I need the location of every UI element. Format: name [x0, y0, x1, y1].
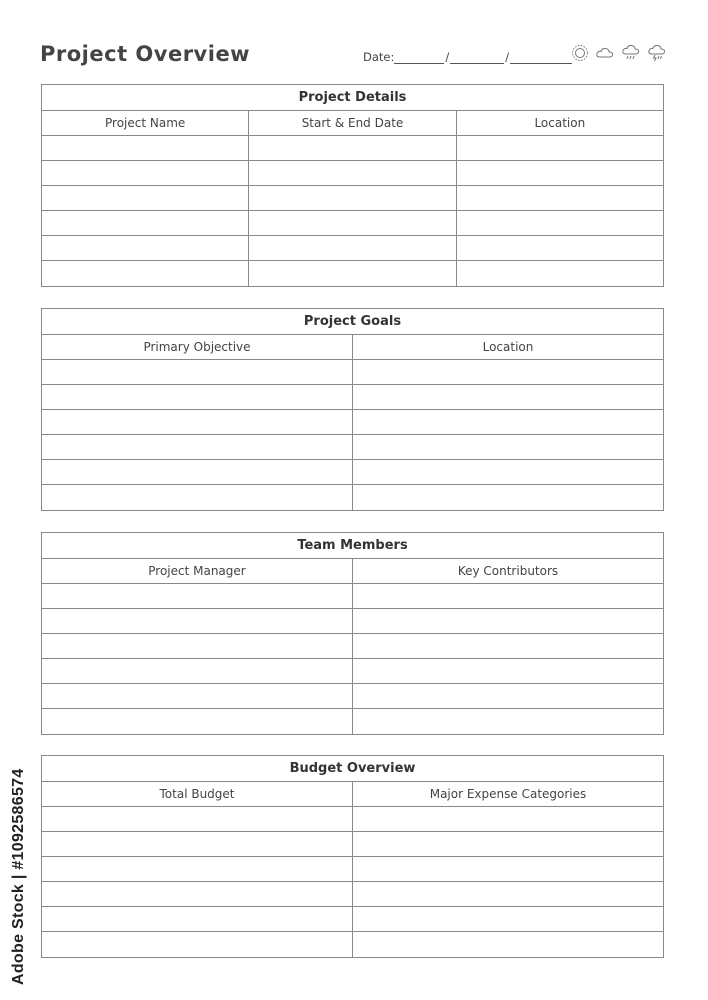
table-header-row [42, 782, 663, 807]
table-row [42, 161, 663, 186]
table-cell[interactable] [353, 435, 663, 459]
column-header: Start & End Date [249, 111, 456, 135]
table-cell[interactable] [353, 857, 663, 881]
table-cell[interactable] [249, 261, 456, 286]
table-cell[interactable] [42, 932, 353, 957]
table-cell[interactable] [42, 136, 249, 160]
table-header-row [42, 111, 663, 136]
table-cell[interactable] [457, 261, 663, 286]
table-header-row [42, 559, 663, 584]
table-cell[interactable] [42, 435, 353, 459]
table-cell[interactable] [353, 932, 663, 957]
section-title: Project Goals [42, 309, 663, 335]
table-cell[interactable] [42, 807, 353, 831]
date-month-blank[interactable] [450, 51, 504, 64]
table-row [42, 236, 663, 261]
date-separator: / [445, 50, 450, 64]
sun-icon[interactable] [571, 44, 589, 62]
table-cell[interactable] [42, 832, 353, 856]
table-cell[interactable] [42, 186, 249, 210]
table-cell[interactable] [353, 410, 663, 434]
section-title: Project Details [42, 85, 663, 111]
table-row [42, 136, 663, 161]
table-cell[interactable] [457, 136, 663, 160]
table-cell[interactable] [42, 659, 353, 683]
table-row [42, 684, 663, 709]
table-row [42, 832, 663, 857]
table-cell[interactable] [42, 709, 353, 734]
budget-overview-table [41, 755, 664, 958]
column-header: Major Expense Categories [429, 787, 587, 801]
stock-id-watermark: Adobe Stock | #1092586574 [10, 768, 27, 985]
table-row [42, 659, 663, 684]
table-cell[interactable] [42, 907, 353, 931]
table-cell[interactable] [42, 857, 353, 881]
table-row [42, 360, 663, 385]
column-header: Total Budget [42, 782, 353, 806]
table-row [42, 460, 663, 485]
table-row [42, 584, 663, 609]
column-header: Primary Objective [42, 335, 353, 359]
column-header: Location [534, 116, 586, 130]
table-cell[interactable] [249, 186, 456, 210]
table-cell[interactable] [457, 186, 663, 210]
project-goals-table [41, 308, 664, 511]
table-cell[interactable] [42, 360, 353, 384]
table-row [42, 882, 663, 907]
table-cell[interactable] [42, 236, 249, 260]
weather-icons [571, 44, 667, 62]
project-details-table [41, 84, 664, 287]
table-cell[interactable] [457, 211, 663, 235]
table-cell[interactable] [249, 236, 456, 260]
table-row [42, 385, 663, 410]
table-cell[interactable] [353, 907, 663, 931]
table-cell[interactable] [42, 609, 353, 633]
table-row [42, 485, 663, 510]
date-year-blank[interactable] [510, 51, 572, 64]
table-header-row [42, 335, 663, 360]
table-cell[interactable] [353, 659, 663, 683]
table-cell[interactable] [249, 161, 456, 185]
table-row [42, 186, 663, 211]
table-row [42, 410, 663, 435]
table-cell[interactable] [42, 634, 353, 658]
cloud-icon[interactable] [595, 45, 615, 61]
table-cell[interactable] [353, 360, 663, 384]
date-field [363, 50, 572, 64]
section-title: Budget Overview [42, 756, 663, 782]
column-header: Location [482, 340, 534, 354]
table-cell[interactable] [353, 385, 663, 409]
column-header: Project Manager [42, 559, 353, 583]
table-cell[interactable] [42, 460, 353, 484]
table-cell[interactable] [353, 584, 663, 608]
rain-cloud-icon[interactable] [621, 44, 641, 62]
table-cell[interactable] [353, 807, 663, 831]
table-cell[interactable] [42, 485, 353, 510]
table-cell[interactable] [42, 211, 249, 235]
table-cell[interactable] [353, 882, 663, 906]
table-cell[interactable] [353, 485, 663, 510]
column-header: Key Contributors [457, 564, 559, 578]
table-cell[interactable] [42, 410, 353, 434]
table-row [42, 807, 663, 832]
table-cell[interactable] [353, 460, 663, 484]
table-cell[interactable] [42, 684, 353, 708]
page-title: Project Overview [40, 42, 251, 66]
storm-cloud-icon[interactable] [647, 44, 667, 62]
date-label: Date: [363, 50, 395, 64]
table-cell[interactable] [249, 211, 456, 235]
table-cell[interactable] [353, 609, 663, 633]
table-row [42, 211, 663, 236]
table-row [42, 634, 663, 659]
table-cell[interactable] [42, 161, 249, 185]
table-cell[interactable] [457, 161, 663, 185]
table-row [42, 609, 663, 634]
table-row [42, 261, 663, 286]
date-separator: / [505, 50, 510, 64]
table-cell[interactable] [42, 385, 353, 409]
team-members-table [41, 532, 664, 735]
table-row [42, 932, 663, 957]
table-cell[interactable] [42, 882, 353, 906]
table-cell[interactable] [353, 709, 663, 734]
table-cell[interactable] [353, 832, 663, 856]
table-cell[interactable] [42, 584, 353, 608]
table-cell[interactable] [249, 136, 456, 160]
column-header: Project Name [42, 111, 249, 135]
table-cell[interactable] [353, 684, 663, 708]
table-cell[interactable] [353, 634, 663, 658]
table-row [42, 709, 663, 734]
table-row [42, 857, 663, 882]
table-row [42, 907, 663, 932]
table-row [42, 435, 663, 460]
table-cell[interactable] [457, 236, 663, 260]
table-cell[interactable] [42, 261, 249, 286]
section-title: Team Members [42, 533, 663, 559]
date-day-blank[interactable] [394, 51, 444, 64]
